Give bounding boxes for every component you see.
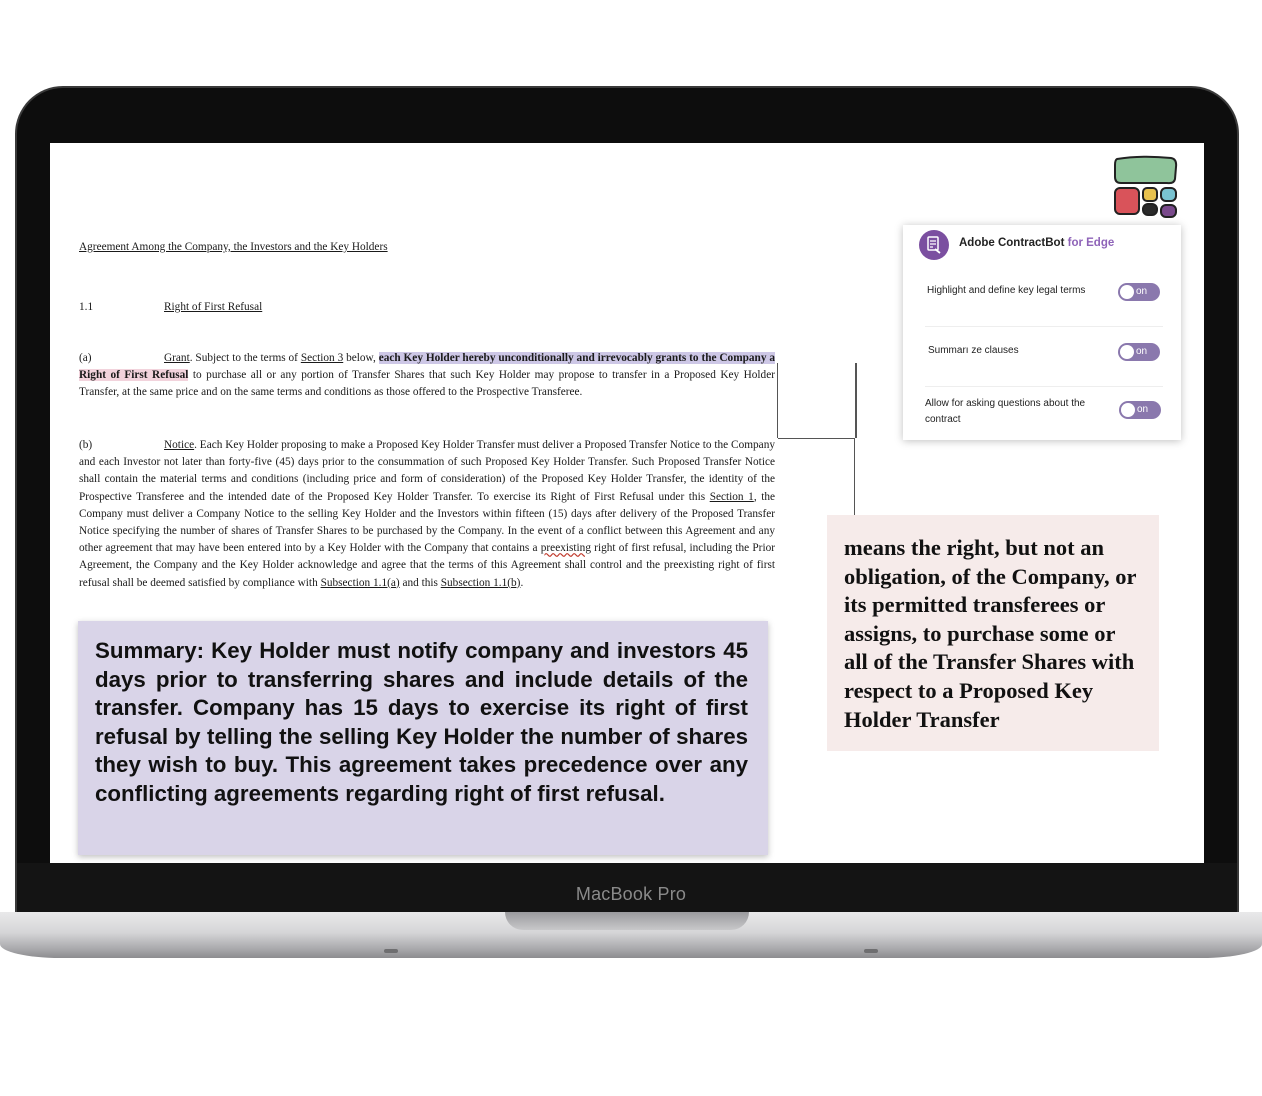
paragraph-b-text-5: . [520, 576, 524, 589]
option-highlight-terms-label: Highlight and define key legal terms [927, 285, 1086, 296]
paragraph-b [79, 437, 775, 592]
toggle-knob [1120, 285, 1134, 299]
document-title: Agreement Among the Company, the Investors and the Key Holders [79, 241, 388, 253]
extension-title-suffix: for Edge [1064, 237, 1115, 249]
option-ask-questions-toggle[interactable] [1119, 401, 1161, 419]
paragraph-b-text-3: right of first refusal, including the Prior Agreement, the Company and the Key Holder acknowledge and agree that the terms of this Agreement shall control and the preexisting right of first refusal shall be deemed satisfied by compliance with [79, 542, 775, 589]
subsection-1-1a-link[interactable]: Subsection 1.1(a) [320, 576, 400, 589]
separator [925, 386, 1163, 387]
section-title: Right of First Refusal [164, 301, 263, 313]
device-label: MacBook Pro [575, 884, 687, 904]
highlighted-term-right-of-first-refusal[interactable]: Right of First Refusal [79, 369, 189, 382]
option-ask-questions-label: Allow for asking questions about the contract [925, 398, 1086, 425]
paragraph-a-text-1: . Subject to the terms of [189, 352, 301, 364]
subsection-1-1b-link[interactable]: Subsection 1.1(b) [440, 576, 521, 589]
contractbot-icon [919, 230, 949, 260]
extension-title [959, 237, 1114, 249]
paragraph-a-text-3: to purchase all or any portion of Transfer Shares that such Key Holder may propose to transfer in a Proposed Key Holder Transfer, at the same price and on the same terms and conditions as those offered to the Prospective Transferee. [79, 369, 775, 399]
option-summarize-label: Summarı ze clauses [928, 345, 1019, 356]
paragraph-a-heading: Grant [164, 352, 190, 364]
toggle-state: on [1137, 404, 1149, 415]
definition-connector [777, 363, 857, 438]
laptop-base-notch [505, 912, 749, 930]
section-3-link[interactable]: Section 3 [300, 352, 344, 364]
paragraph-b-label: (b) [79, 439, 93, 451]
contract-document [50, 143, 1204, 863]
definition-text: means the right, but not an obligation, of the Company, or its permitted transferees or assigns, to purchase some or all of the Transfer Shares with respect to a Proposed Key Holder Transfer [844, 535, 1137, 732]
highlighted-clause[interactable]: each Key Holder hereby unconditionally and irrevocably grants to the Company a [378, 352, 775, 364]
paragraph-a [79, 350, 775, 402]
contractbot-extension-panel [903, 225, 1181, 440]
paragraph-b-text-2: , the Company must deliver a Company Notice to the selling Key Holder and the Investors within fifteen (15) days after delivery of the Proposed Transfer Notice specifying the number of shares of Transfer Shares to be purchased by the Company. In the event of a conflict between this Agreement and any other agreement that may have been entered into by a Key Holder with the Company that contains a [79, 490, 776, 555]
toggle-state: on [1136, 346, 1148, 357]
definition-card [827, 515, 1159, 751]
option-summarize-toggle[interactable] [1118, 343, 1160, 361]
summary-text: Summary: Key Holder must notify company and investors 45 days prior to transferring shares and include details of the transfer. Company has 15 days to exercise its right of first refusal by telling the selling Key Holder the number of shares they wish to buy. This agreement takes precedence over any conflicting agreements regarding right of first refusal. [95, 638, 748, 806]
section-number: 1.1 [79, 301, 94, 313]
option-highlight-terms-toggle[interactable] [1118, 283, 1160, 301]
toggle-state: on [1136, 286, 1148, 297]
screen [50, 143, 1204, 863]
paragraph-b-heading: Notice [164, 439, 195, 451]
contractbot-blocks-logo [1111, 155, 1181, 219]
toggle-knob [1120, 345, 1134, 359]
extension-title-name: Adobe ContractBot [959, 237, 1065, 249]
paragraph-b-text-1: . Each Key Holder proposing to make a Proposed Key Holder Transfer must deliver a Proposed Transfer Notice to the Company and each Investor not later than forty-five (45) days prior to the consummation of such Proposed Key Holder Transfer. Such Proposed Transfer Notice shall contain the material terms and conditions (including price and form of consideration) of the Proposed Key Holder Transfer, the identity of the Prospective Transferee and the intended date of the Proposed Key Holder Transfer. To exercise its Right of First Refusal under this [79, 439, 775, 503]
definition-connector-horizontal [778, 438, 855, 439]
paragraph-b-text-4: and this [399, 576, 441, 589]
definition-connector-vertical [854, 438, 855, 515]
paragraph-a-label: (a) [79, 352, 92, 364]
laptop-foot-left [384, 949, 398, 953]
laptop-foot-right [864, 949, 878, 953]
summary-card [78, 621, 768, 855]
misspelled-word[interactable]: preexisting [540, 542, 591, 555]
separator [925, 326, 1163, 327]
paragraph-a-text-2: below, [343, 352, 379, 364]
toggle-knob [1121, 403, 1135, 417]
section-1-link[interactable]: Section 1 [709, 490, 754, 503]
